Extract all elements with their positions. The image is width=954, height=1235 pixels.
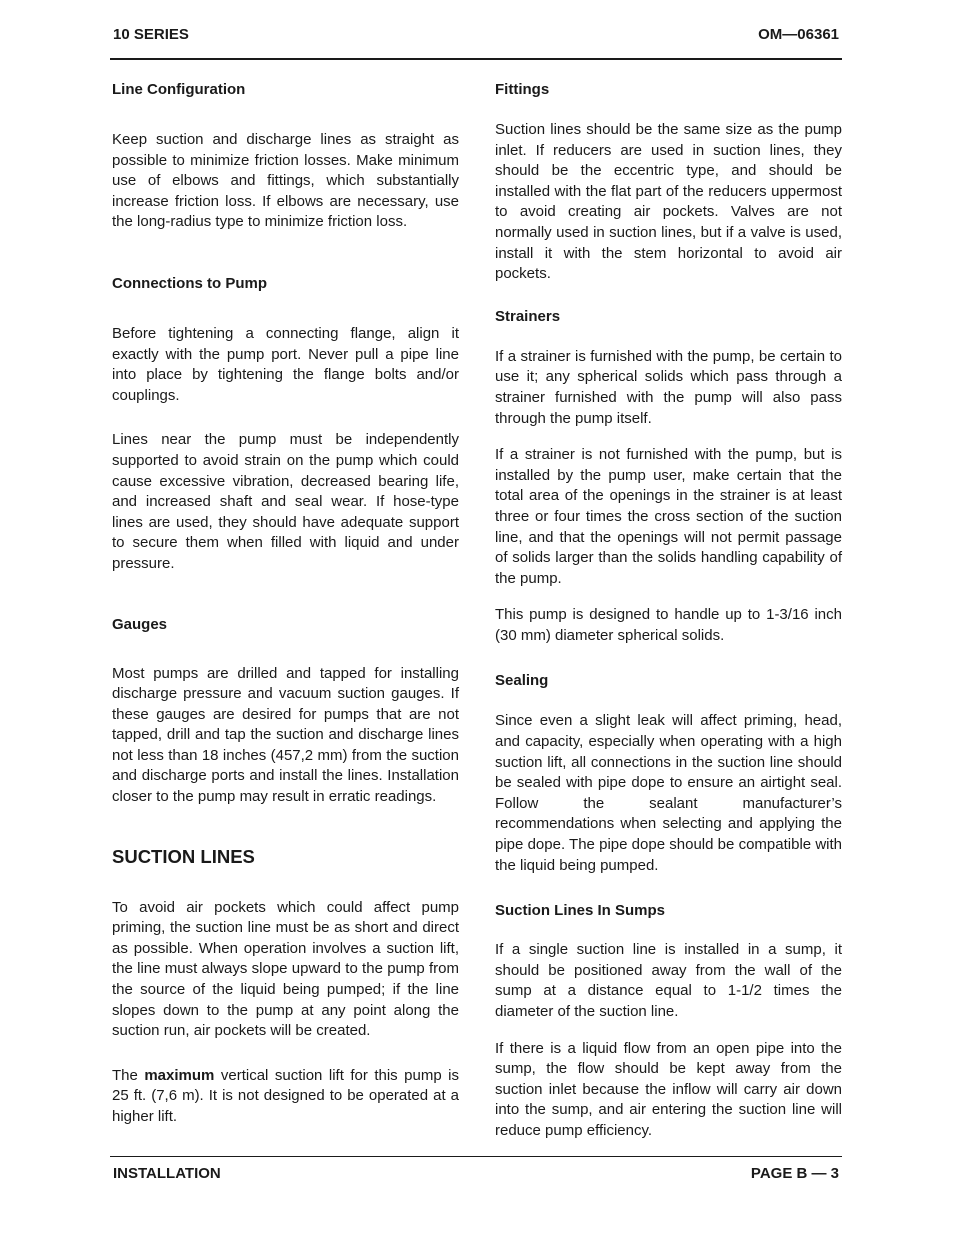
suction-lift-emphasis: maximum <box>144 1066 215 1084</box>
paragraph-sealing: Since even a slight leak will affect priming, head, and capacity, especially when operating with a high suction lift, all connections in the suction line should be sealed with pipe dope to ensure an airtight seal. Follow the sealant manufacturer’s recommendations when selecting and applying the pipe dope. The pipe dope should be compatible with the liquid being pumped. <box>495 712 842 874</box>
heading-line-configuration: Line Configuration <box>112 81 246 98</box>
paragraph-fittings: Suction lines should be the same size as the pump inlet. If reducers are used in suction lines, they should be the eccentric type, and should be installed with the flat part of the reducers uppermost to avoid creating air pockets. Valves are not normally used in suction lines, but if a valve is used, install it with the stem horizontal to avoid air pockets. <box>495 121 842 283</box>
left-column <box>112 78 459 1128</box>
paragraph-sumps-2: If there is a liquid flow from an open pipe into the sump, the flow should be kept away from the suction inlet because the inflow will carry air down into the sump, and air entering the suction line will reduce pump efficiency. <box>495 1039 842 1139</box>
heading-fittings: Fittings <box>495 81 550 98</box>
footer-page-number: PAGE B — 3 <box>750 1165 839 1182</box>
paragraph-strainers-1: If a strainer is furnished with the pump, be certain to use it; any spherical solids which pass through a strainer furnished with the pump will also pass through the pump itself. <box>495 347 842 427</box>
paragraph-line-configuration: Keep suction and discharge lines as straight as possible to minimize friction losses. Make minimum use of elbows and fittings, which substantially increase friction loss. If elbows are necessary, use the long-radius type to minimize friction loss. <box>112 131 459 231</box>
heading-strainers: Strainers <box>495 307 561 325</box>
heading-suction-lines-in-sumps: Suction Lines In Sumps <box>495 902 666 920</box>
header-rule <box>110 58 842 60</box>
right-column <box>495 78 842 1142</box>
paragraph-connections-1: Before tightening a connecting flange, align it exactly with the pump port. Never pull a pipe line into place by tightening the flange bolts and/or couplings. <box>112 324 459 404</box>
suction-lift-text-rest: vertical suction lift for this pump is 25 ft. (7,6 m). It is not designed to be operated at a higher lift. <box>112 1066 460 1125</box>
heading-suction-lines: SUCTION LINES <box>112 845 255 867</box>
paragraph-suction-lines-2 <box>112 1066 459 1128</box>
heading-gauges: Gauges <box>112 615 168 633</box>
header-document-number: OM—06361 <box>758 26 839 43</box>
paragraph-strainers-2: If a strainer is not furnished with the pump, but is installed by the pump user, make certain that the total area of the openings in the strainer is at least three or four times the cross section of the suction line, and that the openings will not permit passage of solids larger than the solids handling capability of the pump. <box>495 446 842 587</box>
paragraph-suction-lines-1: To avoid air pockets which could affect pump priming, the suction line must be as short and direct as possible. When operation involves a suction lift, the line must always slope upward to the pump from the source of the liquid being pumped; if the line slopes down to the pump at any point along the suction run, air pockets will be created. <box>112 898 459 1040</box>
paragraph-sumps-1: If a single suction line is installed in a sump, it should be positioned away from the wall of the sump at a distance equal to 1-1/2 times the diameter of the suction line. <box>495 941 842 1020</box>
heading-connections-to-pump: Connections to Pump <box>112 274 267 292</box>
header-series: 10 SERIES <box>113 26 189 43</box>
footer-section: INSTALLATION <box>113 1165 221 1182</box>
paragraph-connections-2: Lines near the pump must be independently supported to avoid strain on the pump which could cause excessive vibration, decreased bearing life, and increased shaft and seal wear. If hose-type lines are used, they should have adequate support to secure them when filled with liquid and under pressure. <box>112 431 459 572</box>
paragraph-gauges: Most pumps are drilled and tapped for installing discharge pressure and vacuum suction gauges. If these gauges are desired for pumps that are not tapped, drill and tap the suction and discharge lines not less than 18 inches (457,2 mm) from the suction and discharge ports and install the lines. Installation closer to the pump may result in erratic readings. <box>112 664 459 806</box>
suction-lift-text-prefix: The <box>112 1066 145 1084</box>
footer-rule <box>110 1156 842 1157</box>
paragraph-strainers-3: This pump is designed to handle up to 1-3/16 inch (30 mm) diameter spherical solids. <box>495 606 842 644</box>
heading-sealing: Sealing <box>495 672 549 690</box>
